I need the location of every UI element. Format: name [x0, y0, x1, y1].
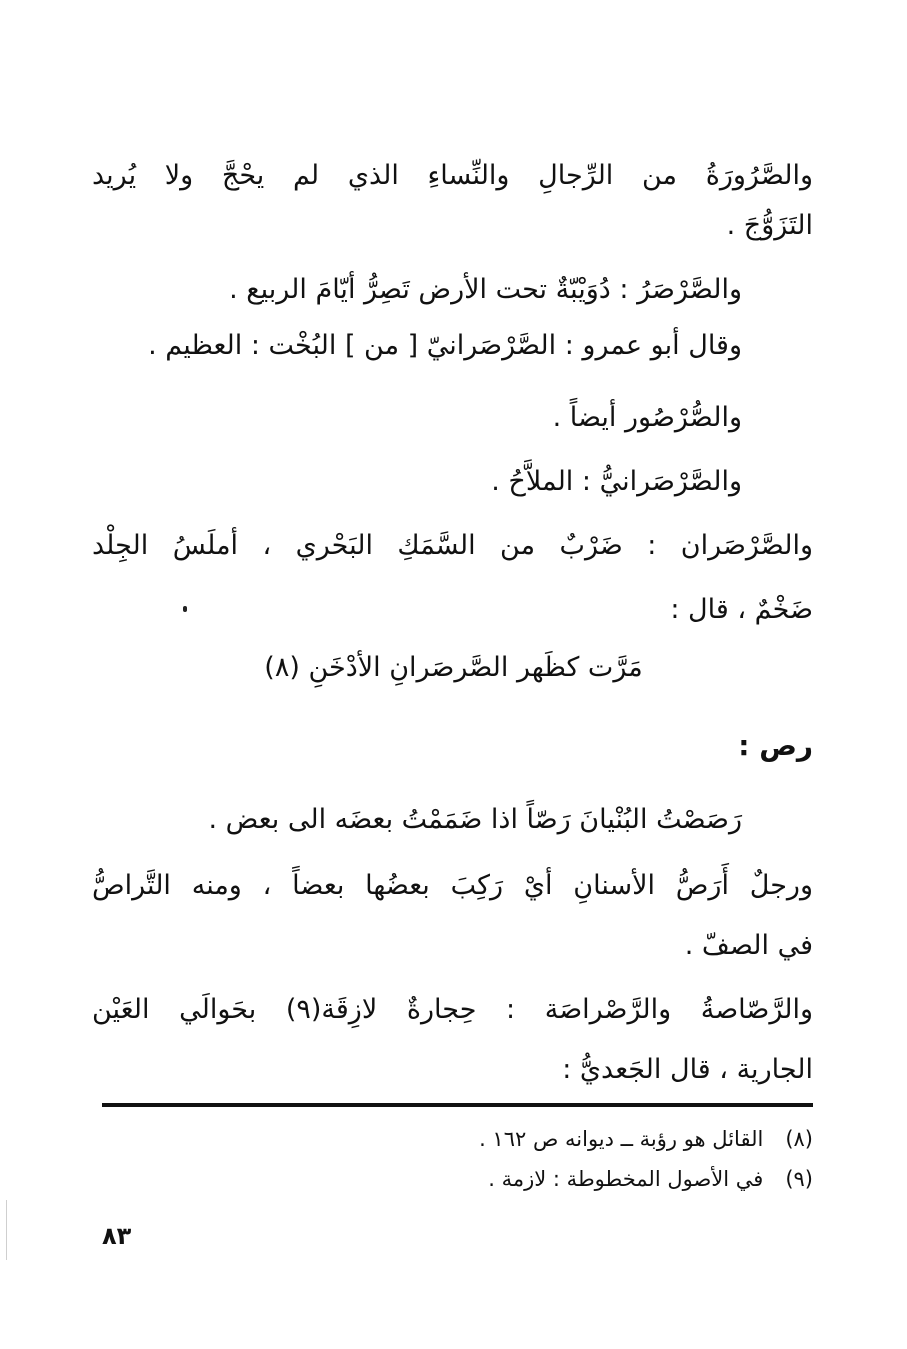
footnote-9 [488, 1164, 813, 1194]
verse-line: مَرَّت كظَهر الصَّرصَرانِ الأدْخَنِ (٨) [264, 652, 643, 683]
section-line-2: ورجلٌ أَرَصُّ الأسنانِ أيْ رَكِبَ بعضُها بعضاً ، ومنه التَّراصُّ [92, 870, 813, 901]
footnote-number: (٨) [785, 1127, 813, 1151]
footnote-text: القائل هو رؤبة ــ ديوانه ص ١٦٢ . [479, 1127, 764, 1151]
page-number: ٨٣ [102, 1222, 132, 1250]
section-line-5: الجارية ، قال الجَعديُّ : [562, 1054, 813, 1085]
footnote-text: في الأصول المخطوطة : لازمة . [488, 1167, 764, 1191]
section-line-3: في الصفّ . [684, 930, 813, 961]
body-line-7: والصَّرْصَران : ضَرْبٌ من السَّمَكِ البَحْري ، أملَسُ الجِلْد [92, 530, 813, 561]
body-line-8: ضَخْمٌ ، قال : [670, 594, 813, 625]
section-heading: رص : [738, 729, 813, 762]
footnote-divider [102, 1103, 813, 1107]
section-line-4: والرَّصّاصةُ والرَّصْراصَة : حِجارةٌ لازِقَة(٩) بحَوالَي العَيْن [92, 994, 813, 1025]
scan-edge-shadow [6, 1200, 7, 1260]
footnote-8 [479, 1124, 813, 1154]
body-line-4: وقال أبو عمرو : الصَّرْصَرانيّ [ من ] البُخْت : العظيم . [148, 330, 742, 361]
body-line-6: والصَّرْصَرانيُّ : الملاَّحُ . [491, 466, 742, 497]
body-line-3: والصَّرْصَرُ : دُوَيْبّةٌ تحت الأرض تَصِرُّ أيّامَ الربيع . [229, 274, 742, 305]
body-line-5: والصُّرْصُور أيضاً . [552, 402, 742, 433]
body-line-1: والصَّرُورَةُ من الرِّجالِ والنِّساءِ الذي لم يحْجَّ ولا يُريد [92, 160, 813, 191]
footnote-number: (٩) [785, 1167, 813, 1191]
ink-speck [183, 606, 187, 612]
body-line-2: التَزَوُّجَ . [726, 210, 813, 241]
section-line-1: رَصَصْتُ البُنْيانَ رَصّاً اذا ضَمَمْتُ بعضَه الى بعض . [208, 804, 742, 835]
